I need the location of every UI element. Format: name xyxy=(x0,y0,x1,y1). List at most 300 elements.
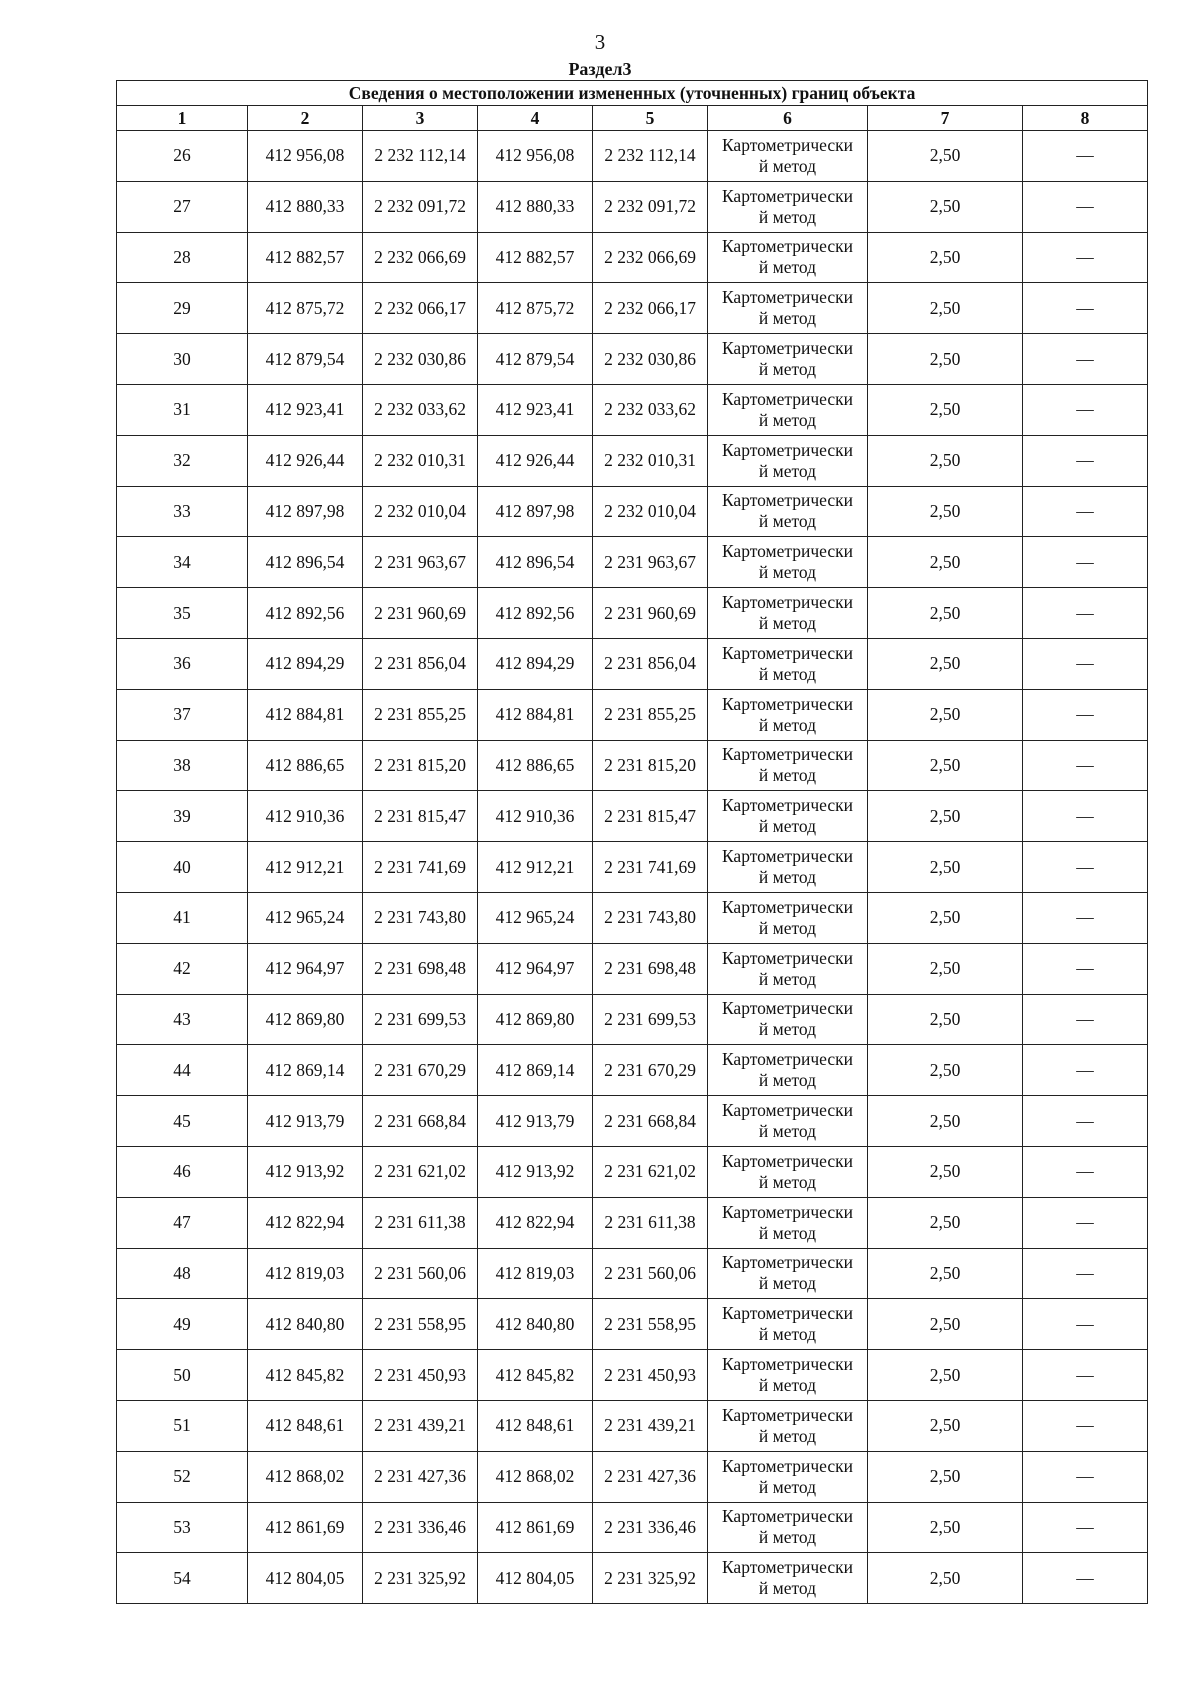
point-number-cell: 48 xyxy=(117,1248,248,1299)
point-number-cell: 37 xyxy=(117,689,248,740)
method-cell xyxy=(708,537,868,588)
x-refined-cell: 412 896,54 xyxy=(478,537,593,588)
x-refined-cell: 412 894,29 xyxy=(478,638,593,689)
method-cell xyxy=(708,943,868,994)
table-row xyxy=(117,588,1148,639)
method-cell xyxy=(708,1553,868,1604)
x-refined-cell: 412 882,57 xyxy=(478,232,593,283)
accuracy-cell: 2,50 xyxy=(868,181,1023,232)
column-number: 5 xyxy=(593,106,708,131)
y-refined-cell: 2 231 611,38 xyxy=(593,1197,708,1248)
table-row xyxy=(117,689,1148,740)
column-number: 3 xyxy=(363,106,478,131)
method-line-2: й метод xyxy=(758,1425,817,1446)
note-cell: — xyxy=(1023,1146,1148,1197)
y-existing-cell: 2 232 010,04 xyxy=(363,486,478,537)
accuracy-cell: 2,50 xyxy=(868,283,1023,334)
method-line-2: й метод xyxy=(758,1527,817,1548)
x-refined-cell: 412 819,03 xyxy=(478,1248,593,1299)
column-number-row xyxy=(117,106,1148,131)
point-number-cell: 40 xyxy=(117,842,248,893)
table-caption: Сведения о местоположении измененных (уточненных) границ объекта xyxy=(117,81,1148,106)
x-refined-cell: 412 880,33 xyxy=(478,181,593,232)
point-number-cell: 52 xyxy=(117,1451,248,1502)
y-existing-cell: 2 231 668,84 xyxy=(363,1096,478,1147)
note-cell: — xyxy=(1023,689,1148,740)
method-line-1: Картометрически xyxy=(721,134,854,155)
x-existing-cell: 412 879,54 xyxy=(248,334,363,385)
method-line-2: й метод xyxy=(758,460,817,481)
accuracy-cell: 2,50 xyxy=(868,1045,1023,1096)
y-refined-cell: 2 231 325,92 xyxy=(593,1553,708,1604)
x-existing-cell: 412 868,02 xyxy=(248,1451,363,1502)
x-existing-cell: 412 896,54 xyxy=(248,537,363,588)
point-number-cell: 50 xyxy=(117,1350,248,1401)
point-number-cell: 39 xyxy=(117,791,248,842)
x-refined-cell: 412 892,56 xyxy=(478,588,593,639)
y-existing-cell: 2 232 033,62 xyxy=(363,384,478,435)
table-row xyxy=(117,537,1148,588)
y-refined-cell: 2 231 960,69 xyxy=(593,588,708,639)
note-cell: — xyxy=(1023,1350,1148,1401)
accuracy-cell: 2,50 xyxy=(868,1400,1023,1451)
y-existing-cell: 2 231 815,20 xyxy=(363,740,478,791)
method-line-2: й метод xyxy=(758,1171,817,1192)
x-refined-cell: 412 897,98 xyxy=(478,486,593,537)
method-line-2: й метод xyxy=(758,359,817,380)
method-cell xyxy=(708,892,868,943)
y-refined-cell: 2 232 010,31 xyxy=(593,435,708,486)
note-cell: — xyxy=(1023,181,1148,232)
point-number-cell: 46 xyxy=(117,1146,248,1197)
accuracy-cell: 2,50 xyxy=(868,994,1023,1045)
y-existing-cell: 2 231 741,69 xyxy=(363,842,478,893)
x-refined-cell: 412 965,24 xyxy=(478,892,593,943)
x-existing-cell: 412 840,80 xyxy=(248,1299,363,1350)
table-row xyxy=(117,486,1148,537)
table-row xyxy=(117,1553,1148,1604)
point-number-cell: 29 xyxy=(117,283,248,334)
method-line-1: Картометрически xyxy=(721,1455,854,1476)
accuracy-cell: 2,50 xyxy=(868,384,1023,435)
column-number: 1 xyxy=(117,106,248,131)
point-number-cell: 35 xyxy=(117,588,248,639)
method-line-2: й метод xyxy=(758,257,817,278)
note-cell: — xyxy=(1023,1096,1148,1147)
y-existing-cell: 2 231 670,29 xyxy=(363,1045,478,1096)
column-number: 4 xyxy=(478,106,593,131)
method-line-2: й метод xyxy=(758,562,817,583)
note-cell: — xyxy=(1023,486,1148,537)
x-existing-cell: 412 913,79 xyxy=(248,1096,363,1147)
point-number-cell: 27 xyxy=(117,181,248,232)
table-row xyxy=(117,435,1148,486)
method-cell xyxy=(708,131,868,182)
y-refined-cell: 2 231 856,04 xyxy=(593,638,708,689)
y-refined-cell: 2 232 112,14 xyxy=(593,131,708,182)
method-line-2: й метод xyxy=(758,1070,817,1091)
note-cell: — xyxy=(1023,232,1148,283)
note-cell: — xyxy=(1023,131,1148,182)
accuracy-cell: 2,50 xyxy=(868,537,1023,588)
note-cell: — xyxy=(1023,994,1148,1045)
x-existing-cell: 412 869,14 xyxy=(248,1045,363,1096)
table-row xyxy=(117,943,1148,994)
method-line-1: Картометрически xyxy=(721,287,854,308)
x-refined-cell: 412 840,80 xyxy=(478,1299,593,1350)
method-cell xyxy=(708,1350,868,1401)
x-existing-cell: 412 884,81 xyxy=(248,689,363,740)
point-number-cell: 33 xyxy=(117,486,248,537)
y-refined-cell: 2 231 963,67 xyxy=(593,537,708,588)
method-line-2: й метод xyxy=(758,1222,817,1243)
method-cell xyxy=(708,1197,868,1248)
method-line-2: й метод xyxy=(758,663,817,684)
x-existing-cell: 412 848,61 xyxy=(248,1400,363,1451)
note-cell: — xyxy=(1023,334,1148,385)
accuracy-cell: 2,50 xyxy=(868,334,1023,385)
column-number: 6 xyxy=(708,106,868,131)
method-line-2: й метод xyxy=(758,1121,817,1142)
table-row xyxy=(117,232,1148,283)
note-cell: — xyxy=(1023,943,1148,994)
table-row xyxy=(117,791,1148,842)
y-existing-cell: 2 232 091,72 xyxy=(363,181,478,232)
method-line-1: Картометрически xyxy=(721,693,854,714)
accuracy-cell: 2,50 xyxy=(868,1350,1023,1401)
table-row xyxy=(117,842,1148,893)
method-line-2: й метод xyxy=(758,816,817,837)
note-cell: — xyxy=(1023,537,1148,588)
x-existing-cell: 412 804,05 xyxy=(248,1553,363,1604)
method-line-2: й метод xyxy=(758,308,817,329)
y-existing-cell: 2 232 010,31 xyxy=(363,435,478,486)
point-number-cell: 38 xyxy=(117,740,248,791)
note-cell: — xyxy=(1023,588,1148,639)
accuracy-cell: 2,50 xyxy=(868,1502,1023,1553)
point-number-cell: 31 xyxy=(117,384,248,435)
x-existing-cell: 412 964,97 xyxy=(248,943,363,994)
x-existing-cell: 412 845,82 xyxy=(248,1350,363,1401)
y-refined-cell: 2 231 336,46 xyxy=(593,1502,708,1553)
method-line-1: Картометрически xyxy=(721,1150,854,1171)
method-line-2: й метод xyxy=(758,1476,817,1497)
method-line-2: й метод xyxy=(758,867,817,888)
accuracy-cell: 2,50 xyxy=(868,486,1023,537)
accuracy-cell: 2,50 xyxy=(868,1146,1023,1197)
y-existing-cell: 2 231 427,36 xyxy=(363,1451,478,1502)
x-existing-cell: 412 910,36 xyxy=(248,791,363,842)
x-existing-cell: 412 886,65 xyxy=(248,740,363,791)
x-existing-cell: 412 861,69 xyxy=(248,1502,363,1553)
x-existing-cell: 412 819,03 xyxy=(248,1248,363,1299)
table-row xyxy=(117,283,1148,334)
method-cell xyxy=(708,791,868,842)
note-cell: — xyxy=(1023,1502,1148,1553)
note-cell: — xyxy=(1023,1451,1148,1502)
method-cell xyxy=(708,1096,868,1147)
table-row xyxy=(117,1096,1148,1147)
x-refined-cell: 412 964,97 xyxy=(478,943,593,994)
x-existing-cell: 412 869,80 xyxy=(248,994,363,1045)
method-cell xyxy=(708,486,868,537)
accuracy-cell: 2,50 xyxy=(868,791,1023,842)
y-refined-cell: 2 231 427,36 xyxy=(593,1451,708,1502)
method-line-1: Картометрически xyxy=(721,541,854,562)
method-cell xyxy=(708,435,868,486)
y-existing-cell: 2 231 698,48 xyxy=(363,943,478,994)
y-existing-cell: 2 231 558,95 xyxy=(363,1299,478,1350)
accuracy-cell: 2,50 xyxy=(868,842,1023,893)
x-refined-cell: 412 913,79 xyxy=(478,1096,593,1147)
method-line-1: Картометрически xyxy=(721,338,854,359)
point-number-cell: 42 xyxy=(117,943,248,994)
y-refined-cell: 2 231 558,95 xyxy=(593,1299,708,1350)
table-row xyxy=(117,1502,1148,1553)
method-cell xyxy=(708,740,868,791)
accuracy-cell: 2,50 xyxy=(868,232,1023,283)
table-row xyxy=(117,1451,1148,1502)
method-cell xyxy=(708,334,868,385)
y-existing-cell: 2 231 611,38 xyxy=(363,1197,478,1248)
method-line-1: Картометрически xyxy=(721,795,854,816)
method-line-2: й метод xyxy=(758,765,817,786)
x-existing-cell: 412 875,72 xyxy=(248,283,363,334)
y-refined-cell: 2 232 030,86 xyxy=(593,334,708,385)
y-refined-cell: 2 231 668,84 xyxy=(593,1096,708,1147)
x-existing-cell: 412 822,94 xyxy=(248,1197,363,1248)
accuracy-cell: 2,50 xyxy=(868,1299,1023,1350)
x-refined-cell: 412 848,61 xyxy=(478,1400,593,1451)
method-line-1: Картометрически xyxy=(721,1506,854,1527)
x-refined-cell: 412 868,02 xyxy=(478,1451,593,1502)
method-cell xyxy=(708,283,868,334)
y-existing-cell: 2 232 066,69 xyxy=(363,232,478,283)
table-row xyxy=(117,994,1148,1045)
column-number: 8 xyxy=(1023,106,1148,131)
y-existing-cell: 2 231 855,25 xyxy=(363,689,478,740)
accuracy-cell: 2,50 xyxy=(868,588,1023,639)
y-refined-cell: 2 231 698,48 xyxy=(593,943,708,994)
accuracy-cell: 2,50 xyxy=(868,638,1023,689)
x-refined-cell: 412 845,82 xyxy=(478,1350,593,1401)
y-existing-cell: 2 232 112,14 xyxy=(363,131,478,182)
method-cell xyxy=(708,1146,868,1197)
method-cell xyxy=(708,689,868,740)
y-refined-cell: 2 232 066,17 xyxy=(593,283,708,334)
table-row xyxy=(117,1400,1148,1451)
y-refined-cell: 2 231 621,02 xyxy=(593,1146,708,1197)
section-title: Раздел3 xyxy=(568,59,632,79)
x-refined-cell: 412 886,65 xyxy=(478,740,593,791)
x-refined-cell: 412 923,41 xyxy=(478,384,593,435)
y-refined-cell: 2 231 560,06 xyxy=(593,1248,708,1299)
method-cell xyxy=(708,232,868,283)
accuracy-cell: 2,50 xyxy=(868,1451,1023,1502)
note-cell: — xyxy=(1023,1248,1148,1299)
method-line-1: Картометрически xyxy=(721,185,854,206)
method-line-2: й метод xyxy=(758,409,817,430)
accuracy-cell: 2,50 xyxy=(868,892,1023,943)
y-existing-cell: 2 231 743,80 xyxy=(363,892,478,943)
method-line-1: Картометрически xyxy=(721,490,854,511)
accuracy-cell: 2,50 xyxy=(868,1553,1023,1604)
method-line-1: Картометрически xyxy=(721,1049,854,1070)
x-existing-cell: 412 897,98 xyxy=(248,486,363,537)
point-number-cell: 44 xyxy=(117,1045,248,1096)
accuracy-cell: 2,50 xyxy=(868,943,1023,994)
method-line-1: Картометрически xyxy=(721,1252,854,1273)
point-number-cell: 53 xyxy=(117,1502,248,1553)
method-cell xyxy=(708,638,868,689)
method-line-1: Картометрически xyxy=(721,388,854,409)
table-row xyxy=(117,334,1148,385)
method-line-1: Картометрически xyxy=(721,1201,854,1222)
note-cell: — xyxy=(1023,1400,1148,1451)
x-existing-cell: 412 926,44 xyxy=(248,435,363,486)
accuracy-cell: 2,50 xyxy=(868,1096,1023,1147)
point-number-cell: 32 xyxy=(117,435,248,486)
x-existing-cell: 412 894,29 xyxy=(248,638,363,689)
table-body xyxy=(117,131,1148,1604)
accuracy-cell: 2,50 xyxy=(868,1248,1023,1299)
note-cell: — xyxy=(1023,892,1148,943)
method-line-1: Картометрически xyxy=(721,998,854,1019)
method-line-2: й метод xyxy=(758,1273,817,1294)
accuracy-cell: 2,50 xyxy=(868,1197,1023,1248)
y-existing-cell: 2 231 325,92 xyxy=(363,1553,478,1604)
x-existing-cell: 412 913,92 xyxy=(248,1146,363,1197)
column-number: 7 xyxy=(868,106,1023,131)
note-cell: — xyxy=(1023,435,1148,486)
method-line-2: й метод xyxy=(758,917,817,938)
y-refined-cell: 2 231 855,25 xyxy=(593,689,708,740)
column-number: 2 xyxy=(248,106,363,131)
y-existing-cell: 2 231 815,47 xyxy=(363,791,478,842)
note-cell: — xyxy=(1023,638,1148,689)
method-line-2: й метод xyxy=(758,613,817,634)
method-line-1: Картометрически xyxy=(721,1404,854,1425)
accuracy-cell: 2,50 xyxy=(868,131,1023,182)
x-refined-cell: 412 804,05 xyxy=(478,1553,593,1604)
table-row xyxy=(117,1197,1148,1248)
table-row xyxy=(117,1248,1148,1299)
x-refined-cell: 412 879,54 xyxy=(478,334,593,385)
point-number-cell: 45 xyxy=(117,1096,248,1147)
y-refined-cell: 2 231 450,93 xyxy=(593,1350,708,1401)
method-line-1: Картометрически xyxy=(721,1303,854,1324)
table-row xyxy=(117,1299,1148,1350)
x-existing-cell: 412 892,56 xyxy=(248,588,363,639)
method-cell xyxy=(708,1045,868,1096)
method-line-2: й метод xyxy=(758,1578,817,1599)
y-existing-cell: 2 231 960,69 xyxy=(363,588,478,639)
method-line-1: Картометрически xyxy=(721,896,854,917)
method-line-2: й метод xyxy=(758,511,817,532)
x-existing-cell: 412 882,57 xyxy=(248,232,363,283)
note-cell: — xyxy=(1023,1197,1148,1248)
y-refined-cell: 2 232 033,62 xyxy=(593,384,708,435)
x-refined-cell: 412 910,36 xyxy=(478,791,593,842)
point-number-cell: 36 xyxy=(117,638,248,689)
method-line-2: й метод xyxy=(758,1324,817,1345)
point-number-cell: 28 xyxy=(117,232,248,283)
y-refined-cell: 2 232 010,04 xyxy=(593,486,708,537)
y-refined-cell: 2 232 066,69 xyxy=(593,232,708,283)
method-line-2: й метод xyxy=(758,155,817,176)
method-cell xyxy=(708,842,868,893)
coordinates-table xyxy=(116,80,1148,1604)
page-number: 3 xyxy=(594,30,606,54)
table-row xyxy=(117,638,1148,689)
method-cell xyxy=(708,1299,868,1350)
method-line-1: Картометрически xyxy=(721,744,854,765)
table-row xyxy=(117,181,1148,232)
x-refined-cell: 412 875,72 xyxy=(478,283,593,334)
note-cell: — xyxy=(1023,384,1148,435)
x-refined-cell: 412 884,81 xyxy=(478,689,593,740)
y-existing-cell: 2 231 560,06 xyxy=(363,1248,478,1299)
point-number-cell: 30 xyxy=(117,334,248,385)
method-line-1: Картометрически xyxy=(721,846,854,867)
note-cell: — xyxy=(1023,791,1148,842)
y-refined-cell: 2 232 091,72 xyxy=(593,181,708,232)
table-row xyxy=(117,1045,1148,1096)
point-number-cell: 26 xyxy=(117,131,248,182)
x-existing-cell: 412 965,24 xyxy=(248,892,363,943)
y-refined-cell: 2 231 699,53 xyxy=(593,994,708,1045)
table-row xyxy=(117,892,1148,943)
x-existing-cell: 412 912,21 xyxy=(248,842,363,893)
y-existing-cell: 2 231 336,46 xyxy=(363,1502,478,1553)
note-cell: — xyxy=(1023,842,1148,893)
note-cell: — xyxy=(1023,1553,1148,1604)
point-number-cell: 43 xyxy=(117,994,248,1045)
method-line-2: й метод xyxy=(758,714,817,735)
note-cell: — xyxy=(1023,1045,1148,1096)
x-refined-cell: 412 861,69 xyxy=(478,1502,593,1553)
note-cell: — xyxy=(1023,1299,1148,1350)
point-number-cell: 47 xyxy=(117,1197,248,1248)
y-existing-cell: 2 231 621,02 xyxy=(363,1146,478,1197)
x-existing-cell: 412 956,08 xyxy=(248,131,363,182)
point-number-cell: 49 xyxy=(117,1299,248,1350)
accuracy-cell: 2,50 xyxy=(868,435,1023,486)
y-refined-cell: 2 231 670,29 xyxy=(593,1045,708,1096)
y-existing-cell: 2 232 030,86 xyxy=(363,334,478,385)
x-refined-cell: 412 956,08 xyxy=(478,131,593,182)
x-refined-cell: 412 926,44 xyxy=(478,435,593,486)
table-row xyxy=(117,384,1148,435)
y-existing-cell: 2 231 439,21 xyxy=(363,1400,478,1451)
table-row xyxy=(117,740,1148,791)
method-cell xyxy=(708,181,868,232)
accuracy-cell: 2,50 xyxy=(868,689,1023,740)
point-number-cell: 54 xyxy=(117,1553,248,1604)
method-line-2: й метод xyxy=(758,968,817,989)
method-line-2: й метод xyxy=(758,1375,817,1396)
method-cell xyxy=(708,1248,868,1299)
point-number-cell: 41 xyxy=(117,892,248,943)
method-line-1: Картометрически xyxy=(721,1557,854,1578)
table-row xyxy=(117,1350,1148,1401)
method-line-1: Картометрически xyxy=(721,592,854,613)
note-cell: — xyxy=(1023,740,1148,791)
method-line-1: Картометрически xyxy=(721,439,854,460)
table-row xyxy=(117,1146,1148,1197)
x-refined-cell: 412 869,80 xyxy=(478,994,593,1045)
method-line-2: й метод xyxy=(758,206,817,227)
